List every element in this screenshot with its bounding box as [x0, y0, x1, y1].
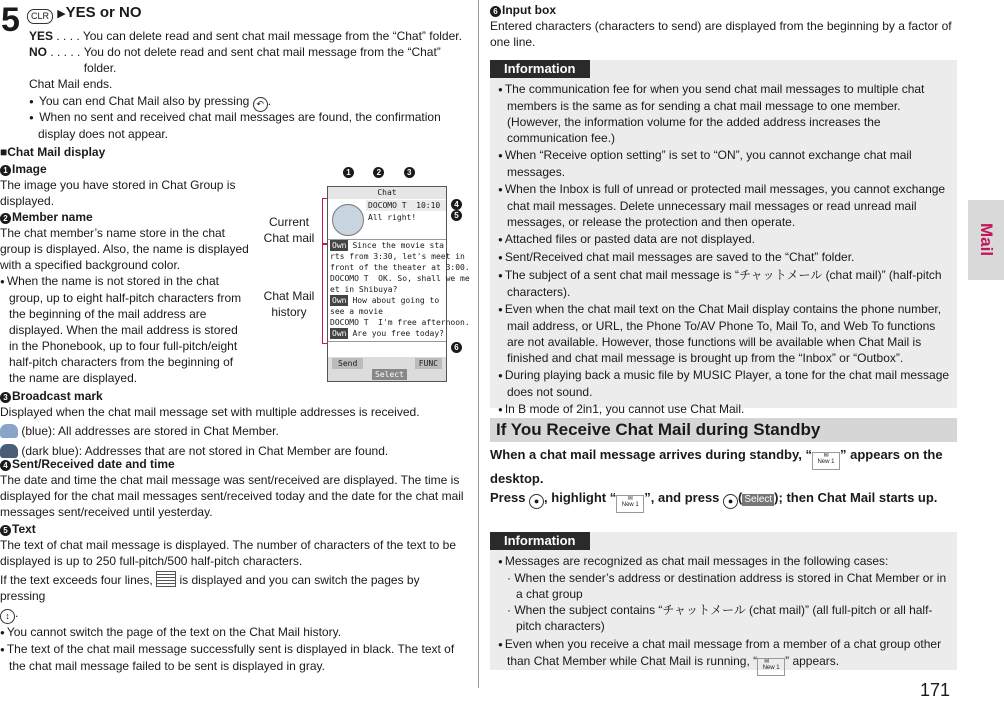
page-switch-icon [156, 571, 176, 587]
marker-1-icon: 1 [0, 165, 11, 176]
info1-bullet: ● When the Inbox is full of unread or protected mail messages, you cannot exchange chat mail messages. Delete unnecessary mail messages or read unread mail messages, or release the protection and then operate. [498, 181, 953, 230]
input-box-item: 6 Input box Entered characters (characters to send) are displayed from the beginning by a factor of one line. [490, 3, 952, 49]
page-number: 171 [920, 680, 951, 700]
arrow-right-icon: ▶ [57, 8, 66, 20]
display-heading: ■Chat Mail display [0, 145, 106, 159]
info1-list [490, 78, 957, 418]
history-list [328, 240, 470, 339]
marker-2-icon: 2 [0, 213, 11, 224]
own-tag: Own [332, 241, 347, 250]
info-box-2 [490, 532, 957, 670]
info2-sub-2: · When the subject contains “チャットメール (chat mail)” (all full-pitch or all half-pitch characters) [507, 603, 933, 633]
history-row: Own Since the movie sta [332, 241, 444, 250]
clr-key-icon: CLR [27, 9, 53, 24]
center-key-icon: ● [529, 494, 544, 509]
standby-text: When a chat mail message arrives during standby, “ ✉ New 1 ” appears on the desktop. Press ● , highlight “ ✉ New 1 ”, and press ● ( Select ); then Chat Mail starts up. [490, 446, 956, 513]
center-key-icon-2: ● [723, 494, 738, 509]
marker-6-icon: 6 [490, 6, 501, 17]
marker-row [343, 163, 416, 179]
new-mail-icon: ✉ New 1 [812, 452, 840, 470]
info-box-1 [490, 60, 957, 416]
screen-marker-5: 5 [451, 210, 462, 221]
yes-label: YES [29, 29, 54, 43]
send-softkey[interactable]: Send [332, 358, 363, 369]
no-text: You do not delete read and sent chat mail message from the “Chat” folder. [83, 45, 441, 75]
chat-image-icon [332, 204, 364, 236]
standby-heading: If You Receive Chat Mail during Standby [490, 418, 957, 442]
history-row: DOCOMO T I'm free afternoon. [330, 318, 470, 327]
func-softkey[interactable]: FUNC [415, 358, 442, 369]
screen-marker-1: 1 [343, 167, 354, 178]
info1-bullet: ● Sent/Received chat mail messages are saved to the “Chat” folder. [498, 249, 953, 266]
broadcast-blue-icon [0, 424, 18, 438]
marker-3-icon: 3 [0, 392, 11, 403]
screen-marker-4: 4 [451, 199, 462, 210]
info1-bullet: ● During playing back a music file by MUSIC Player, a tone for the chat mail message does not sound. [498, 367, 953, 400]
screen-marker-2: 2 [373, 167, 384, 178]
info-label-1: Information [490, 60, 590, 78]
marker-4-icon: 4 [0, 460, 11, 471]
own-tag: Own [332, 329, 347, 338]
own-tag: Own [332, 296, 347, 305]
column-divider [478, 0, 479, 688]
history-row: front of the theater at 3:00. [330, 263, 470, 272]
history-row: Own Are you free today? [332, 329, 444, 338]
step-title: YES or NO [65, 4, 142, 21]
info1-bullet: ● Even when the chat mail text on the Chat Mail display contains the phone number, mail address, or URL, the Phone To/AV Phone To, Mail To, and Web To functions are not available. However, those functions will be available when Chat Mail is finished and chat mail message is brought up from the “Inbox” or “Outbox”. [498, 301, 953, 366]
new-mail-icon-2: ✉ New 1 [616, 495, 644, 513]
end-bullet: ● You can end Chat Mail also by pressing ↶ . [29, 93, 271, 112]
nav-key-icon: ↕ [0, 609, 15, 624]
info2-bullet-1: ● Messages are recognized as chat mail messages in the following cases: [498, 553, 953, 570]
no-confirm-bullet: ● When no sent and received chat mail messages are found, the confirmation display does not appear. [29, 109, 468, 142]
no-line: NO . . . . . You do not delete read and sent chat mail message from the “Chat” folder. [29, 44, 469, 76]
select-key-icon: Select [744, 494, 773, 505]
history-row: see a movie [330, 307, 383, 316]
ends-text: Chat Mail ends. [29, 77, 113, 91]
info2-sub-1: · When the sender’s address or destination address is stored in Chat Member or in a chat group [507, 571, 947, 601]
info1-bullet: ● The communication fee for when you send chat mail messages to multiple chat members is the same as for sending a chat mail message to one member. (However, the information volume for the added address increases the communication fee.) [498, 81, 953, 146]
history-label: Chat Mail history [263, 289, 315, 319]
select-softkey[interactable]: Select [372, 369, 407, 380]
yes-line: YES . . . . You can delete read and sent chat mail message from the “Chat” folder. [29, 29, 462, 43]
yes-text: You can delete read and sent chat mail message from the “Chat” folder. [82, 29, 462, 43]
date-item: 4 Sent/Received date and time The date and time the chat mail message was sent/received are displayed. The time is displayed for the chat mail messages sent/received today and the date for the chat mail messages sent/received until yesterday. [0, 457, 464, 519]
history-row: Own How about going to [332, 296, 440, 305]
screen-header-line: DOCOMO T 10:10 [366, 200, 446, 211]
end-key-icon: ↶ [253, 97, 268, 112]
screen-current-text: All right! [368, 213, 417, 222]
step-number: 5 [1, 1, 20, 39]
info1-bullet: ● Attached files or pasted data are not displayed. [498, 231, 953, 248]
screen-title: Chat [328, 187, 446, 199]
history-row: DOCOMO T OK. So, shall we me [330, 274, 470, 283]
history-row: rts from 3:30, let's meet in [330, 252, 465, 261]
info2-bullet-2: ● Even when you receive a chat mail message from a member of a chat group other than Chat Member while Chat Mail is running, “ ✉ New 1 ” appears. [498, 636, 953, 676]
broadcast-item: 3 Broadcast mark Displayed when the chat mail message set with multiple addresses is received. (blue): All addresses are stored in Chat Member. (dark blue): Addresses that are not stored in Chat Member are found. [0, 389, 420, 458]
side-tab-mail: Mail [968, 200, 1004, 280]
history-row: et in Shibuya? [330, 285, 398, 294]
info1-bullet: ● In B mode of 2in1, you cannot use Chat Mail. [498, 401, 953, 418]
input-box[interactable] [328, 341, 446, 352]
new-mail-icon-3: ✉ New 1 [757, 658, 785, 676]
info1-bullet: ● When “Receive option setting” is set to “ON”, you cannot exchange chat mail messages. [498, 147, 953, 180]
current-chat-label: Current Chat mail [263, 215, 315, 245]
step-header [27, 4, 142, 24]
phone-screen [327, 186, 470, 382]
marker-5-icon: 5 [0, 525, 11, 536]
info1-bullet: ● The subject of a sent chat mail message is “チャットメール (chat mail)” (half-pitch characters). [498, 267, 953, 300]
member-item: 2 Member name The chat member’s name store in the chat group is displayed. Also, the name is displayed with a specified background color. ● When the name is not stored in the chat group, up to eight half-pitch characters from the beginning of the mail address are displayed. When the mail address is stored in the Phonebook, up to four full-pitch/eight half-pitch characters from the beginning of the name are displayed. [0, 209, 250, 386]
info-label-2: Information [490, 532, 590, 550]
text-item: 5 Text The text of chat mail message is displayed. The number of characters of the text to be displayed is up to 250 full-pitch/500 half-pitch characters. If the text exceeds four lines, is displayed and you can switch the pages by pressing ↕ . ● You cannot switch the page of the text on the Chat Mail history. ● The text of the chat mail message successfully sent is displayed in black. The text of the chat mail message failed to be sent is displayed in gray. [0, 521, 468, 674]
no-label: NO [29, 45, 47, 59]
softkey-bar [328, 357, 446, 381]
screen-marker-3: 3 [404, 167, 415, 178]
screen-marker-6: 6 [451, 342, 462, 353]
image-item: 1 Image The image you have stored in Chat Group is displayed. [0, 162, 236, 208]
